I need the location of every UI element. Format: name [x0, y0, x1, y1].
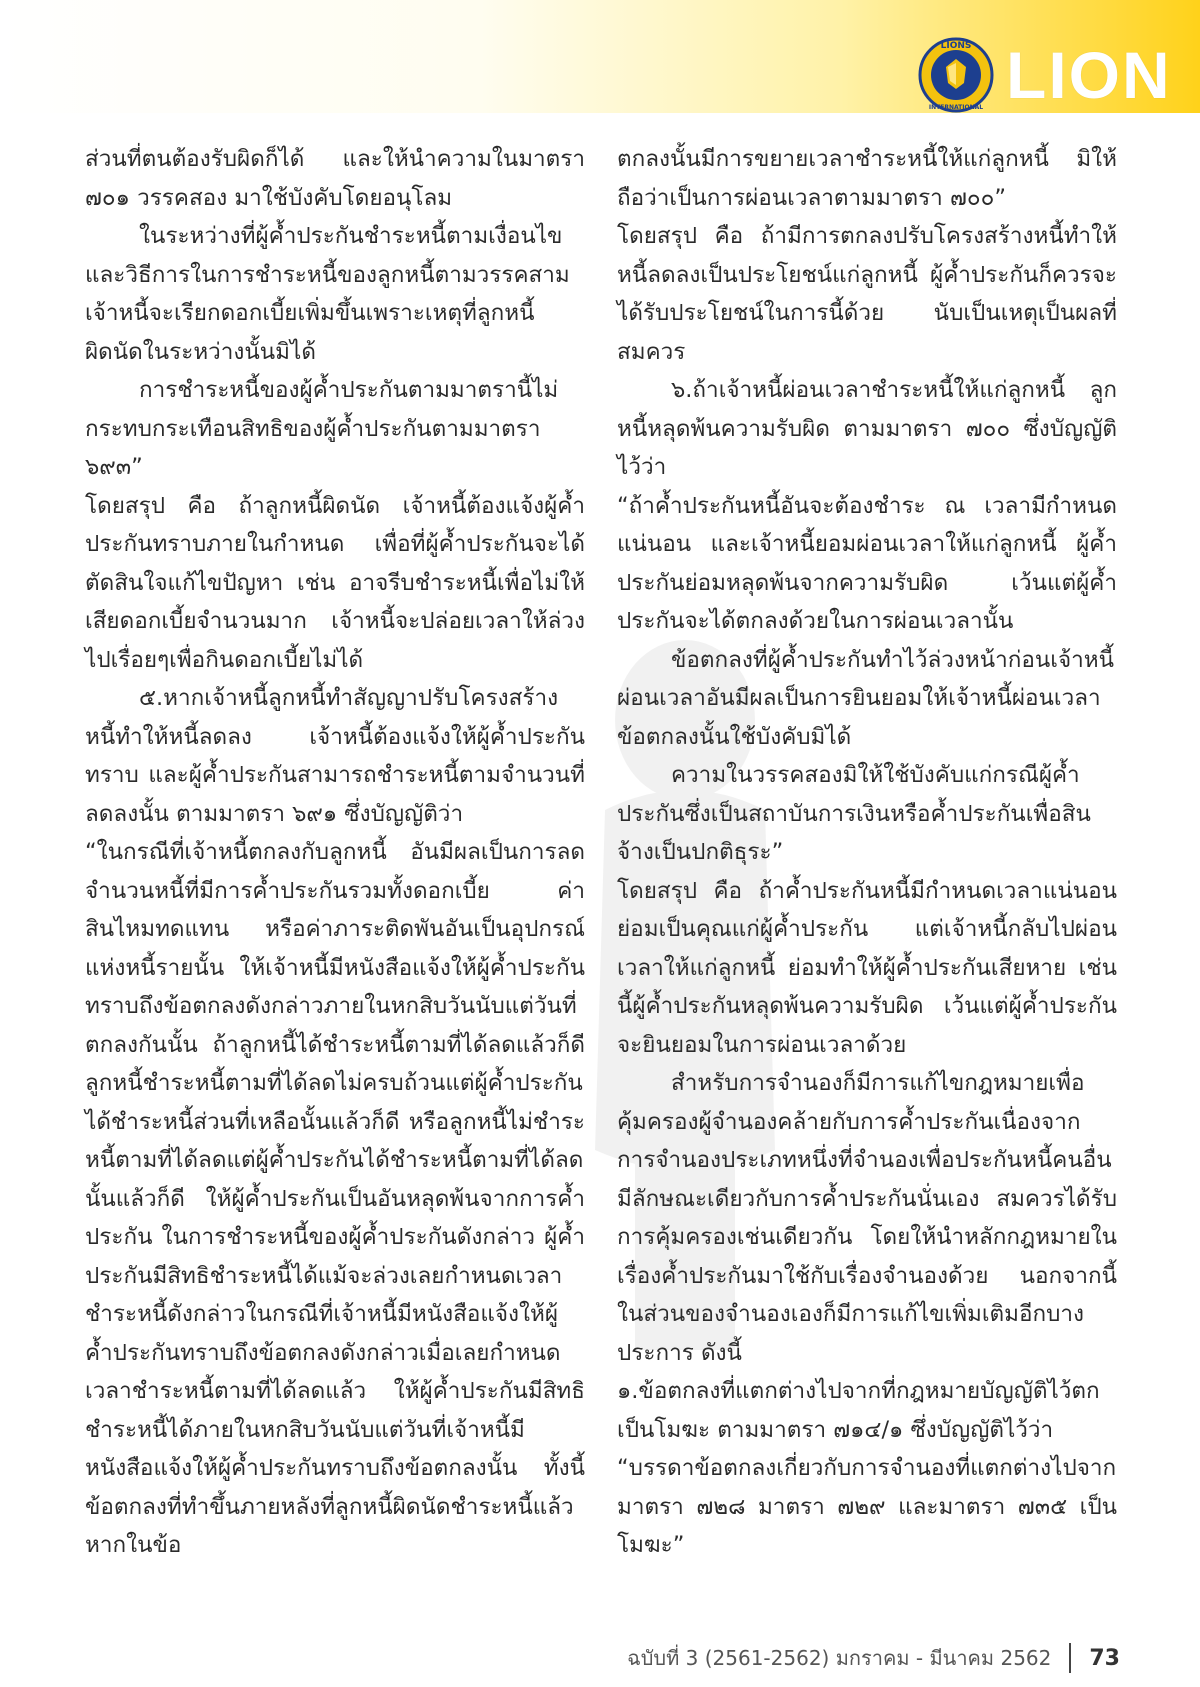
page-number: 73	[1089, 1645, 1120, 1671]
paragraph: ส่วนที่ตนต้องรับผิดก็ได้ และให้นำความในมาตรา ๗๐๑ วรรคสอง มาใช้บังคับโดยอนุโลม	[85, 146, 585, 211]
magazine-logo	[918, 30, 1172, 120]
left-column	[85, 140, 585, 1565]
emblem-bottom-text: INTERNATIONAL	[928, 104, 984, 111]
footer-divider	[1069, 1643, 1071, 1673]
paragraph: ตกลงนั้นมีการขยายเวลาชำระหนี้ให้แก่ลูกหนี้ มิให้ถือว่าเป็นการผ่อนเวลาตามมาตรา ๗๐๐”	[617, 146, 1117, 211]
page-footer	[600, 1640, 1120, 1676]
numbered-paragraph: ๕.หากเจ้าหนี้ลูกหนี้ทำสัญญาปรับโครงสร้างหนี้ทำให้หนี้ลดลง เจ้าหนี้ต้องแจ้งให้ผู้ค้ำประกันทราบ และผู้ค้ำประกันสามารถชำระหนี้ตามจำนวนที่ลดลงนั้น ตามมาตรา ๖๙๑ ซึ่งบัญญัติว่า	[85, 685, 585, 827]
paragraph: ในระหว่างที่ผู้ค้ำประกันชำระหนี้ตามเงื่อนไขและวิธีการในการชำระหนี้ของลูกหนี้ตามวรรคสาม เจ้าหนี้จะเรียกดอกเบี้ยเพิ่มขึ้นเพราะเหตุที่ลูกหนี้ผิดนัดในระหว่างนั้นมิได้	[85, 223, 570, 365]
right-column	[617, 140, 1117, 1565]
paragraph: ข้อตกลงที่ผู้ค้ำประกันทำไว้ล่วงหน้าก่อนเจ้าหนี้ผ่อนเวลาอันมีผลเป็นการยินยอมให้เจ้าหนี้ผ่อนเวลา ข้อตกลงนั้นใช้บังคับมิได้	[617, 646, 1114, 750]
summary-paragraph: โดยสรุป คือ ถ้าค้ำประกันหนี้มีกำหนดเวลาแน่นอนย่อมเป็นคุณแก่ผู้ค้ำประกัน แต่เจ้าหนี้กลับไปผ่อนเวลาให้แก่ลูกหนี้ ย่อมทำให้ผู้ค้ำประกันเสียหาย เช่นนี้ผู้ค้ำประกันหลุดพ้นความรับผิด เว้นแต่ผู้ค้ำประกันจะยินยอมในการผ่อนเวลาด้วย	[617, 877, 1117, 1058]
logo-wordmark: LION	[1006, 38, 1172, 112]
paragraph: การชำระหนี้ของผู้ค้ำประกันตามมาตรานี้ไม่กระทบกระเทือนสิทธิของผู้ค้ำประกันตามมาตรา ๖๙๓”	[85, 377, 559, 480]
numbered-paragraph: ๑.ข้อตกลงที่แตกต่างไปจากที่กฎหมายบัญญัติไว้ตกเป็นโมฆะ ตามมาตรา ๗๑๔/๑ ซึ่งบัญญัติไว้ว่า	[617, 1378, 1100, 1443]
quoted-law-paragraph: “ถ้าค้ำประกันหนี้อันจะต้องชำระ ณ เวลามีกำหนดแน่นอน และเจ้าหนี้ยอมผ่อนเวลาให้แก่ลูกหนี้ ผู้ค้ำประกันย่อมหลุดพ้นจากความรับผิด เว้นแต่ผู้ค้ำประกันจะได้ตกลงด้วยในการผ่อนเวลานั้น	[617, 492, 1117, 634]
numbered-paragraph: ๖.ถ้าเจ้าหนี้ผ่อนเวลาชำระหนี้ให้แก่ลูกหนี้ ลูกหนี้หลุดพ้นความรับผิด ตามมาตรา ๗๐๐ ซึ่งบัญญัติไว้ว่า	[617, 377, 1117, 480]
lions-emblem-icon	[918, 37, 994, 113]
quoted-law-paragraph: “ในกรณีที่เจ้าหนี้ตกลงกับลูกหนี้ อันมีผลเป็นการลดจำนวนหนี้ที่มีการค้ำประกันรวมทั้งดอกเบี้ย ค่าสินไหมทดแทน หรือค่าภาระติดพันอันเป็นอุปกรณ์แห่งหนี้รายนั้น ให้เจ้าหนี้มีหนังสือแจ้งให้ผู้ค้ำประกันทราบถึงข้อตกลงดังกล่าวภายในหกสิบวันนับแต่วันที่ตกลงกันนั้น ถ้าลูกหนี้ได้ชำระหนี้ตามที่ได้ลดแล้วก็ดี ลูกหนี้ชำระหนี้ตามที่ได้ลดไม่ครบถ้วนแต่ผู้ค้ำประกันได้ชำระหนี้ส่วนที่เหลือนั้นแล้วก็ดี หรือลูกหนี้ไม่ชำระหนี้ตามที่ได้ลดแต่ผู้ค้ำประกันได้ชำระหนี้ตามที่ได้ลดนั้นแล้วก็ดี ให้ผู้ค้ำประกันเป็นอันหลุดพ้นจากการค้ำประกัน ในการชำระหนี้ของผู้ค้ำประกันดังกล่าว ผู้ค้ำประกันมีสิทธิชำระหนี้ได้แม้จะล่วงเลยกำหนดเวลาชำระหนี้ดังกล่าวในกรณีที่เจ้าหนี้มีหนังสือแจ้งให้ผู้ค้ำประกันทราบถึงข้อตกลงดังกล่าวเมื่อเลยกำหนดเวลาชำระหนี้ตามที่ได้ลดแล้ว ให้ผู้ค้ำประกันมีสิทธิชำระหนี้ได้ภายในหกสิบวันนับแต่วันที่เจ้าหนี้มีหนังสือแจ้งให้ผู้ค้ำประกันทราบถึงข้อตกลงนั้น ทั้งนี้ข้อตกลงที่ทำขึ้นภายหลังที่ลูกหนี้ผิดนัดชำระหนี้แล้ว หากในข้อ	[85, 839, 585, 1558]
emblem-top-text: LIONS	[940, 41, 972, 51]
paragraph: สำหรับการจำนองก็มีการแก้ไขกฎหมายเพื่อคุ้มครองผู้จำนองคล้ายกับการค้ำประกันเนื่องจากการจำนองประเภทหนึ่งที่จำนองเพื่อประกันหนี้คนอื่น มีลักษณะเดียวกับการค้ำประกันนั่นเอง สมควรได้รับการคุ้มครองเช่นเดียวกัน โดยให้นำหลักกฎหมายในเรื่องค้ำประกันมาใช้กับเรื่องจำนองด้วย นอกจากนี้ในส่วนของจำนองเองก็มีการแก้ไขเพิ่มเติมอีกบางประการ ดังนี้	[617, 1070, 1117, 1366]
issue-info: ฉบับที่ 3 (2561-2562) มกราคม - มีนาคม 2562	[627, 1646, 1052, 1670]
paragraph: ความในวรรคสองมิให้ใช้บังคับแก่กรณีผู้ค้ำประกันซึ่งเป็นสถาบันการเงินหรือค้ำประกันเพื่อสินจ้างเป็นปกติธุระ”	[617, 762, 1091, 865]
summary-paragraph: โดยสรุป คือ ถ้าลูกหนี้ผิดนัด เจ้าหนี้ต้องแจ้งผู้ค้ำประกันทราบภายในกำหนด เพื่อที่ผู้ค้ำประกันจะได้ตัดสินใจแก้ไขปัญหา เช่น อาจรีบชำระหนี้เพื่อไม่ให้เสียดอกเบี้ยจำนวนมาก เจ้าหนี้จะปล่อยเวลาให้ล่วงไปเรื่อยๆเพื่อกินดอกเบี้ยไม่ได้	[85, 492, 585, 673]
quoted-law-paragraph: “บรรดาข้อตกลงเกี่ยวกับการจำนองที่แตกต่างไปจากมาตรา ๗๒๘ มาตรา ๗๒๙ และมาตรา ๗๓๕ เป็นโมฆะ”	[617, 1455, 1117, 1558]
summary-paragraph: โดยสรุป คือ ถ้ามีการตกลงปรับโครงสร้างหนี้ทำให้หนี้ลดลงเป็นประโยชน์แก่ลูกหนี้ ผู้ค้ำประกันก็ควรจะได้รับประโยชน์ในการนี้ด้วย นับเป็นเหตุเป็นผลที่สมควร	[617, 223, 1117, 365]
